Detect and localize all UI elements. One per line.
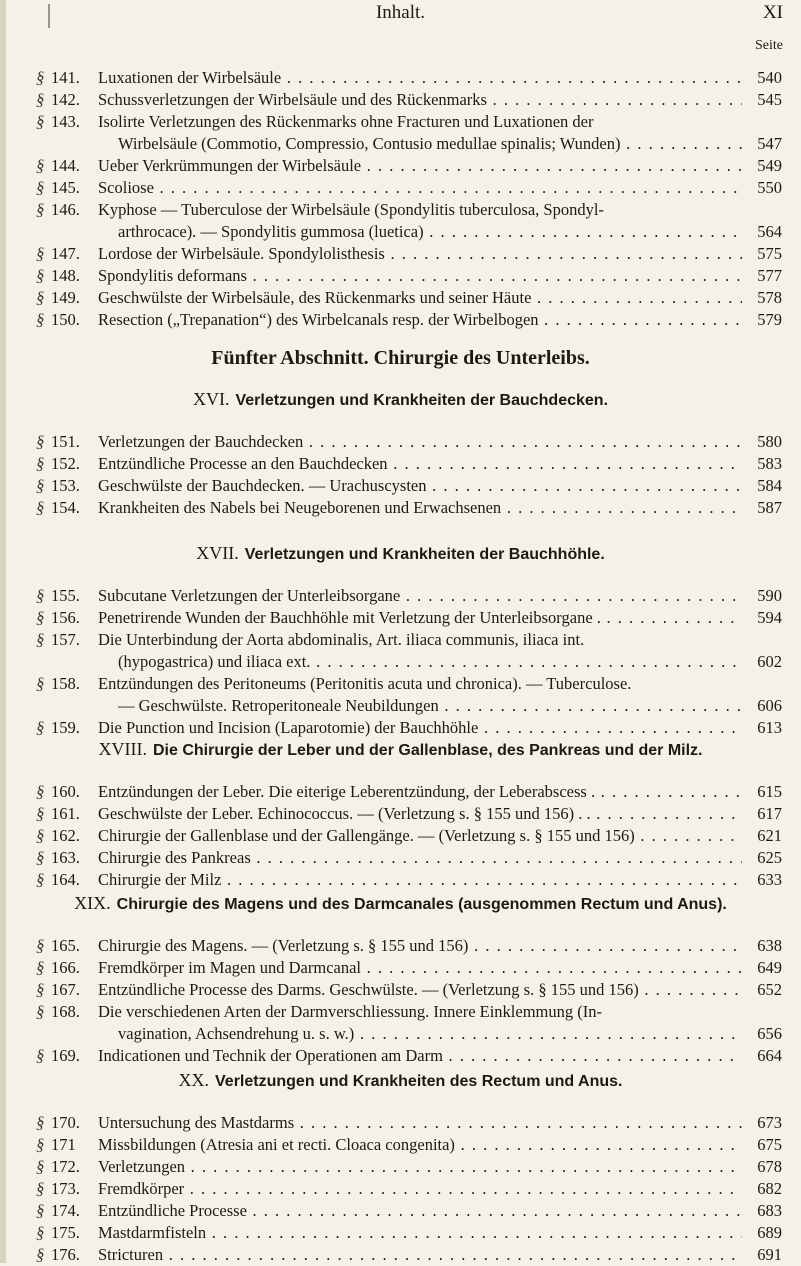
- entry-page: 649: [757, 958, 782, 977]
- section-sign: §: [36, 1135, 45, 1154]
- section-roman: XVIII.: [98, 739, 147, 759]
- section-sign: §: [36, 826, 45, 845]
- section-sign: §: [36, 718, 45, 737]
- entry-page: 682: [757, 1179, 782, 1198]
- entry-title-continued: Wirbelsäule (Commotio, Compressio, Contusio medullae spinalis; Wunden) . . .: [118, 133, 742, 155]
- section-sign: §: [36, 804, 45, 823]
- section-sign: §: [36, 1046, 45, 1065]
- entry-number: 145.: [51, 178, 80, 197]
- entry-title: Die Unterbindung der Aorta abdominalis, Art. iliaca communis, iliaca int.: [98, 630, 585, 649]
- entry-title: Entzündungen des Peritoneums (Peritonitis acuta und chronica). — Tuberculose.: [98, 674, 632, 693]
- entry-page: 575: [757, 244, 782, 263]
- section-sign: §: [36, 200, 45, 219]
- entry-page: 587: [757, 498, 782, 517]
- entry-title: Indicationen und Technik der Operationen am Darm . . .: [98, 1045, 742, 1067]
- entry-number: 148.: [51, 266, 80, 285]
- section-sign: §: [36, 1157, 45, 1176]
- entry-page: 656: [757, 1024, 782, 1043]
- entry-title: Ueber Verkrümmungen der Wirbelsäule . . .: [98, 155, 742, 177]
- entry-number: 159.: [51, 718, 80, 737]
- section-sign: §: [36, 288, 45, 307]
- entry-page: 590: [757, 586, 782, 605]
- entry-number: 174.: [51, 1201, 80, 1220]
- entry-page: 594: [757, 608, 782, 627]
- section-sign: §: [36, 90, 45, 109]
- section-title: Verletzungen und Krankheiten des Rectum und Anus.: [215, 1073, 623, 1090]
- entry-page: 550: [757, 178, 782, 197]
- section-roman: XIX.: [74, 893, 111, 913]
- page-header-title: Inhalt.: [375, 2, 426, 23]
- toc-entry: [36, 673, 782, 717]
- entry-page: 621: [757, 826, 782, 845]
- section-roman: XVII.: [196, 543, 239, 563]
- section-sign: §: [36, 936, 45, 955]
- entry-number: 176.: [51, 1245, 80, 1264]
- section-sign: §: [36, 266, 45, 285]
- section-sign: §: [36, 674, 45, 693]
- entry-number: 164.: [51, 870, 80, 889]
- section-sign: §: [36, 608, 45, 627]
- section-sign: §: [36, 1201, 45, 1220]
- section-sign: §: [36, 1245, 45, 1264]
- section-sign: §: [36, 782, 45, 801]
- entry-page: 547: [757, 134, 782, 153]
- entry-number: 153.: [51, 476, 80, 495]
- section-sign: §: [36, 432, 45, 451]
- entry-title: Spondylitis deformans . . .: [98, 265, 742, 287]
- entry-number: 147.: [51, 244, 80, 263]
- section-sign: §: [36, 1223, 45, 1242]
- entry-title: Krankheiten des Nabels bei Neugeborenen und Erwachsenen . . .: [98, 497, 742, 519]
- entry-page: 615: [757, 782, 782, 801]
- entry-title: Mastdarmfisteln . . .: [98, 1222, 742, 1244]
- entry-number: 149.: [51, 288, 80, 307]
- entry-number: 168.: [51, 1002, 80, 1021]
- section-roman: XX.: [178, 1070, 210, 1090]
- entry-number: 169.: [51, 1046, 80, 1065]
- entry-title: Stricturen . . .: [98, 1244, 742, 1266]
- entry-number: 144.: [51, 156, 80, 175]
- section-sign: §: [36, 630, 45, 649]
- entry-page: 579: [757, 310, 782, 329]
- entry-title: Isolirte Verletzungen des Rückenmarks ohne Fracturen und Luxationen der: [98, 112, 594, 131]
- section-sign: §: [36, 848, 45, 867]
- part-title: Fünfter Abschnitt. Chirurgie des Unterleibs.: [211, 347, 590, 369]
- section-title: Verletzungen und Krankheiten der Bauchhöhle.: [244, 546, 605, 563]
- section-sign: §: [36, 1113, 45, 1132]
- entry-title: Entzündungen der Leber. Die eiterige Leberentzündung, der Leberabscess . . . .: [98, 781, 742, 803]
- entry-title: Verletzungen der Bauchdecken . . .: [98, 431, 742, 453]
- entry-number: 162.: [51, 826, 80, 845]
- section-sign: §: [36, 112, 45, 131]
- entry-number: 142.: [51, 90, 80, 109]
- toc-entry: [36, 111, 782, 155]
- entry-page: 625: [757, 848, 782, 867]
- entry-page: 691: [757, 1245, 782, 1264]
- entry-title: Entzündliche Processe an den Bauchdecken . . .: [98, 453, 742, 475]
- entry-page: 584: [757, 476, 782, 495]
- entry-number: 160.: [51, 782, 80, 801]
- entry-number: 165.: [51, 936, 80, 955]
- entry-number: 171: [51, 1135, 76, 1154]
- entry-page: 678: [757, 1157, 782, 1176]
- entry-number: 156.: [51, 608, 80, 627]
- entry-number: 166.: [51, 958, 80, 977]
- toc-entry: [36, 199, 782, 243]
- seite-label: Seite: [755, 38, 783, 53]
- entry-page: 602: [757, 652, 782, 671]
- entry-title-continued: — Geschwülste. Retroperitoneale Neubildungen . . .: [118, 695, 742, 717]
- entry-page: 675: [757, 1135, 782, 1154]
- entry-number: 157.: [51, 630, 80, 649]
- section-sign: §: [36, 1002, 45, 1021]
- entry-number: 141.: [51, 68, 80, 87]
- entry-title: Scoliose . . .: [98, 177, 742, 199]
- section-sign: §: [36, 310, 45, 329]
- section-sign: §: [36, 870, 45, 889]
- entry-title: Die Punction und Incision (Laparotomie) der Bauchhöhle . . .: [98, 717, 742, 739]
- entry-title: Schussverletzungen der Wirbelsäule und des Rückenmarks . . .: [98, 89, 742, 111]
- entry-page: 583: [757, 454, 782, 473]
- entry-title: Chirurgie der Gallenblase und der Gallengänge. — (Verletzung s. § 155 und 156) . . .: [98, 825, 742, 847]
- section-roman: XVI.: [192, 389, 230, 409]
- section-heading-xx: [0, 1070, 801, 1091]
- entry-number: 173.: [51, 1179, 80, 1198]
- entry-title: Verletzungen . . .: [98, 1156, 742, 1178]
- entry-page: 617: [757, 804, 782, 823]
- entry-page: 545: [757, 90, 782, 109]
- entry-title: Subcutane Verletzungen der Unterleibsorgane . . .: [98, 585, 742, 607]
- entry-title: Die verschiedenen Arten der Darmverschliessung. Innere Einklemmung (In-: [98, 1002, 602, 1021]
- section-sign: §: [36, 156, 45, 175]
- entry-page: 613: [757, 718, 782, 737]
- entry-number: 150.: [51, 310, 80, 329]
- entry-page: 664: [757, 1046, 782, 1065]
- entry-title: Luxationen der Wirbelsäule . . .: [98, 67, 742, 89]
- section-heading-xviii: [0, 739, 801, 760]
- section-heading-xvi: [0, 389, 801, 410]
- entry-title: Fremdkörper im Magen und Darmcanal . . .: [98, 957, 742, 979]
- entry-page: 580: [757, 432, 782, 451]
- entry-page: 683: [757, 1201, 782, 1220]
- entry-title: Kyphose — Tuberculose der Wirbelsäule (Spondylitis tuberculosa, Spondyl-: [98, 200, 604, 219]
- entry-number: 155.: [51, 586, 80, 605]
- entry-title: Geschwülste der Bauchdecken. — Urachuscysten . . .: [98, 475, 742, 497]
- entry-page: 638: [757, 936, 782, 955]
- section-sign: §: [36, 476, 45, 495]
- entry-title: Chirurgie der Milz . . .: [98, 869, 742, 891]
- section-sign: §: [36, 586, 45, 605]
- entry-title: Missbildungen (Atresia ani et recti. Cloaca congenita) . . .: [98, 1134, 742, 1156]
- entry-number: 143.: [51, 112, 80, 131]
- entry-page: 549: [757, 156, 782, 175]
- entry-page: 633: [757, 870, 782, 889]
- entry-title: Untersuchung des Mastdarms . . .: [98, 1112, 742, 1134]
- entry-number: 163.: [51, 848, 80, 867]
- section-sign: §: [36, 178, 45, 197]
- entry-title-continued: arthrocace). — Spondylitis gummosa (luetica) . . .: [118, 221, 742, 243]
- entry-title-continued: (hypogastrica) und iliaca ext. . . .: [118, 651, 742, 673]
- entry-title: Lordose der Wirbelsäule. Spondylolisthesis . . .: [98, 243, 742, 265]
- entry-page: 652: [757, 980, 782, 999]
- entry-number: 158.: [51, 674, 80, 693]
- entry-page: 578: [757, 288, 782, 307]
- entry-title: Chirurgie des Magens. — (Verletzung s. § 155 und 156) . . .: [98, 935, 742, 957]
- section-sign: §: [36, 68, 45, 87]
- entry-title-continued: vagination, Achsendrehung u. s. w.) . . .: [118, 1023, 742, 1045]
- entry-number: 175.: [51, 1223, 80, 1242]
- entry-title: Entzündliche Processe . . .: [98, 1200, 742, 1222]
- section-sign: §: [36, 980, 45, 999]
- entry-number: 154.: [51, 498, 80, 517]
- entry-page: 577: [757, 266, 782, 285]
- section-sign: §: [36, 498, 45, 517]
- entry-number: 161.: [51, 804, 80, 823]
- entry-page: 606: [757, 696, 782, 715]
- entry-title: Geschwülste der Wirbelsäule, des Rückenmarks und seiner Häute . . .: [98, 287, 742, 309]
- entry-title: Chirurgie des Pankreas . . .: [98, 847, 742, 869]
- page-number-roman: XI: [762, 2, 783, 23]
- entry-title: Fremdkörper . . .: [98, 1178, 742, 1200]
- entry-number: 167.: [51, 980, 80, 999]
- entry-page: 540: [757, 68, 782, 87]
- toc-entry: [36, 1001, 782, 1045]
- section-heading-xix: [0, 893, 801, 914]
- entry-number: 146.: [51, 200, 80, 219]
- entry-page: 689: [757, 1223, 782, 1242]
- section-sign: §: [36, 454, 45, 473]
- section-heading-xvii: [0, 543, 801, 564]
- entry-page: 673: [757, 1113, 782, 1132]
- entry-title: Resection („Trepanation“) des Wirbelcanals resp. der Wirbelbogen . . .: [98, 309, 742, 331]
- entry-number: 170.: [51, 1113, 80, 1132]
- entry-number: 152.: [51, 454, 80, 473]
- entry-title: Penetrirende Wunden der Bauchhöhle mit Verletzung der Unterleibsorgane . . . .: [98, 607, 742, 629]
- entry-title: Entzündliche Processe des Darms. Geschwülste. — (Verletzung s. § 155 und 156) . . .: [98, 979, 742, 1001]
- section-title: Verletzungen und Krankheiten der Bauchdecken.: [235, 392, 609, 409]
- section-sign: §: [36, 958, 45, 977]
- section-title: Die Chirurgie der Leber und der Gallenblase, des Pankreas und der Milz.: [153, 742, 703, 759]
- section-title: Chirurgie des Magens und des Darmcanales (ausgenommen Rectum und Anus).: [116, 896, 727, 913]
- entry-number: 151.: [51, 432, 80, 451]
- entry-number: 172.: [51, 1157, 80, 1176]
- section-sign: §: [36, 244, 45, 263]
- toc-entry: [36, 629, 782, 673]
- entry-title: Geschwülste der Leber. Echinococcus. — (Verletzung s. § 155 und 156) . . . . .: [98, 803, 742, 825]
- entry-page: 564: [757, 222, 782, 241]
- section-sign: §: [36, 1179, 45, 1198]
